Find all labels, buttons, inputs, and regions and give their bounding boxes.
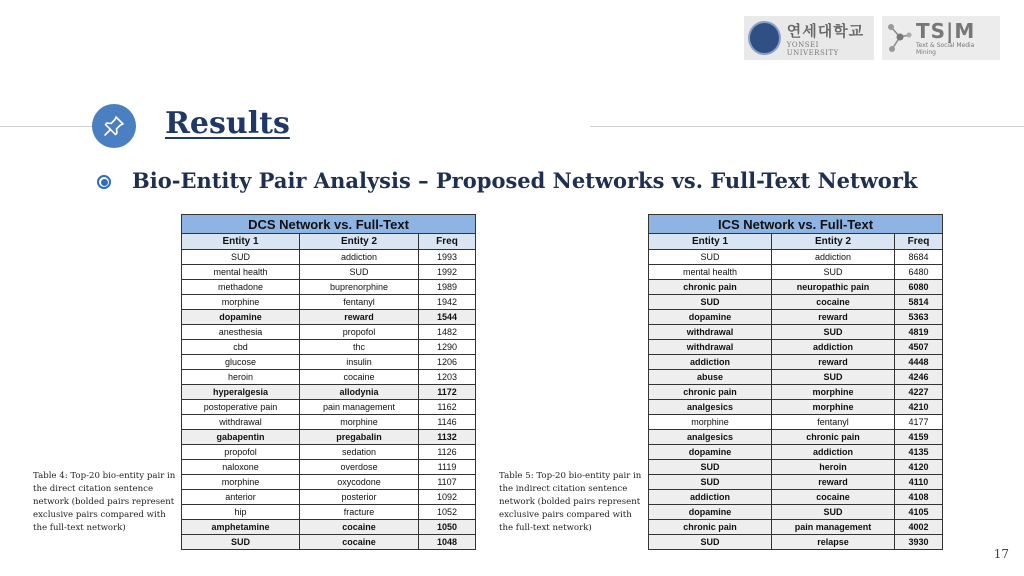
table-row (182, 250, 476, 265)
entity-cell: gabapentin (182, 430, 300, 445)
entity-cell: morphine (772, 385, 895, 400)
entity-cell: SUD (772, 265, 895, 280)
entity-cell: cocaine (300, 370, 419, 385)
freq-cell: 4105 (895, 505, 943, 520)
entity-cell: morphine (772, 400, 895, 415)
table-row (182, 445, 476, 460)
bullet-icon (97, 175, 111, 189)
freq-cell: 1146 (419, 415, 476, 430)
freq-cell: 4227 (895, 385, 943, 400)
entity-cell: morphine (182, 295, 300, 310)
entity-cell: addiction (772, 340, 895, 355)
entity-cell: relapse (772, 535, 895, 550)
freq-cell: 5363 (895, 310, 943, 325)
entity-cell: oxycodone (300, 475, 419, 490)
entity-cell: propofol (300, 325, 419, 340)
table-row (649, 325, 943, 340)
entity-cell: amphetamine (182, 520, 300, 535)
column-header: Entity 2 (300, 234, 419, 250)
table-row (182, 430, 476, 445)
freq-cell: 1942 (419, 295, 476, 310)
table-row (649, 250, 943, 265)
entity-cell: heroin (182, 370, 300, 385)
freq-cell: 4135 (895, 445, 943, 460)
table-row (649, 265, 943, 280)
yonsei-korean-name: 연세대학교 (786, 21, 865, 40)
entity-cell: reward (300, 310, 419, 325)
freq-cell: 1132 (419, 430, 476, 445)
entity-cell: addiction (300, 250, 419, 265)
table-row (649, 505, 943, 520)
entity-cell: mental health (182, 265, 300, 280)
table-title: ICS Network vs. Full-Text (649, 215, 943, 234)
entity-cell: postoperative pain (182, 400, 300, 415)
entity-cell: cocaine (772, 490, 895, 505)
freq-cell: 4108 (895, 490, 943, 505)
table-row (649, 400, 943, 415)
freq-cell: 3930 (895, 535, 943, 550)
entity-cell: posterior (300, 490, 419, 505)
entity-cell: abuse (649, 370, 772, 385)
entity-cell: pain management (772, 520, 895, 535)
tsmm-name: TS|M (916, 19, 976, 43)
entity-cell: cocaine (772, 295, 895, 310)
entity-cell: naloxone (182, 460, 300, 475)
table-row (649, 340, 943, 355)
freq-cell: 4507 (895, 340, 943, 355)
table-row (649, 475, 943, 490)
table-row (182, 475, 476, 490)
entity-cell: analgesics (649, 430, 772, 445)
entity-cell: glucose (182, 355, 300, 370)
freq-cell: 1126 (419, 445, 476, 460)
entity-cell: mental health (649, 265, 772, 280)
table-row (182, 310, 476, 325)
logo-group (744, 16, 1000, 60)
entity-cell: thc (300, 340, 419, 355)
entity-cell: SUD (772, 325, 895, 340)
entity-cell: cocaine (300, 535, 419, 550)
freq-cell: 1052 (419, 505, 476, 520)
pushpin-icon (92, 104, 136, 148)
entity-cell: morphine (182, 475, 300, 490)
tsmm-tagline: Text & Social Media Mining (916, 42, 975, 56)
entity-cell: SUD (649, 250, 772, 265)
freq-cell: 4246 (895, 370, 943, 385)
entity-cell: propofol (182, 445, 300, 460)
entity-cell: SUD (182, 250, 300, 265)
entity-cell: heroin (772, 460, 895, 475)
entity-cell: morphine (300, 415, 419, 430)
entity-cell: addiction (772, 250, 895, 265)
entity-cell: sedation (300, 445, 419, 460)
table-5-caption: Table 5: Top-20 bio-entity pair in the indirect citation sentence network (bolded pairs represent exclusive pairs compared with the full-text network) (499, 471, 642, 533)
freq-cell: 1290 (419, 340, 476, 355)
table-row (182, 415, 476, 430)
table-row (649, 430, 943, 445)
entity-cell: SUD (649, 295, 772, 310)
freq-cell: 1482 (419, 325, 476, 340)
entity-cell: chronic pain (649, 280, 772, 295)
table-row (649, 310, 943, 325)
table-row (649, 280, 943, 295)
table-row (182, 280, 476, 295)
entity-cell: hyperalgesia (182, 385, 300, 400)
entity-cell: neuropathic pain (772, 280, 895, 295)
entity-cell: SUD (649, 460, 772, 475)
freq-cell: 4120 (895, 460, 943, 475)
entity-cell: SUD (772, 370, 895, 385)
table-row (649, 460, 943, 475)
freq-cell: 1092 (419, 490, 476, 505)
entity-cell: pregabalin (300, 430, 419, 445)
entity-cell: addiction (649, 355, 772, 370)
entity-cell: dopamine (182, 310, 300, 325)
entity-cell: SUD (772, 505, 895, 520)
entity-cell: dopamine (649, 445, 772, 460)
table-row (182, 505, 476, 520)
entity-cell: cocaine (300, 520, 419, 535)
freq-cell: 1050 (419, 520, 476, 535)
table-row (182, 340, 476, 355)
freq-cell: 6480 (895, 265, 943, 280)
freq-cell: 4210 (895, 400, 943, 415)
freq-cell: 4177 (895, 415, 943, 430)
entity-cell: withdrawal (182, 415, 300, 430)
table-title: DCS Network vs. Full-Text (182, 215, 476, 234)
table-row (182, 385, 476, 400)
entity-cell: withdrawal (649, 340, 772, 355)
entity-cell: chronic pain (772, 430, 895, 445)
table-row (649, 490, 943, 505)
entity-cell: fracture (300, 505, 419, 520)
entity-cell: chronic pain (649, 385, 772, 400)
table-row (649, 520, 943, 535)
table-row (649, 535, 943, 550)
entity-cell: fentanyl (772, 415, 895, 430)
table-row (182, 520, 476, 535)
entity-cell: morphine (649, 415, 772, 430)
network-nodes-icon (886, 21, 912, 55)
freq-cell: 4448 (895, 355, 943, 370)
column-header: Entity 1 (649, 234, 772, 250)
dcs-network-table (181, 214, 476, 550)
freq-cell: 1993 (419, 250, 476, 265)
entity-cell: dopamine (649, 505, 772, 520)
freq-cell: 6080 (895, 280, 943, 295)
table-row (182, 490, 476, 505)
freq-cell: 4819 (895, 325, 943, 340)
freq-cell: 1992 (419, 265, 476, 280)
table-row (649, 415, 943, 430)
entity-cell: reward (772, 310, 895, 325)
table-row (182, 370, 476, 385)
entity-cell: overdose (300, 460, 419, 475)
column-header: Freq (419, 234, 476, 250)
entity-cell: SUD (649, 475, 772, 490)
freq-cell: 1107 (419, 475, 476, 490)
entity-cell: withdrawal (649, 325, 772, 340)
freq-cell: 4002 (895, 520, 943, 535)
table-row (182, 265, 476, 280)
freq-cell: 1048 (419, 535, 476, 550)
entity-cell: analgesics (649, 400, 772, 415)
entity-cell: allodynia (300, 385, 419, 400)
entity-cell: buprenorphine (300, 280, 419, 295)
table-row (182, 400, 476, 415)
table-row (182, 295, 476, 310)
page-title: Results (165, 106, 290, 141)
page-number: 17 (993, 547, 1009, 561)
table-row (182, 325, 476, 340)
table-row (649, 370, 943, 385)
section-subtitle: Bio-Entity Pair Analysis – Proposed Networks vs. Full-Text Network (132, 168, 918, 193)
freq-cell: 1203 (419, 370, 476, 385)
ics-network-table (648, 214, 943, 550)
freq-cell: 1544 (419, 310, 476, 325)
table-row (182, 355, 476, 370)
table-row (649, 355, 943, 370)
column-header: Entity 1 (182, 234, 300, 250)
entity-cell: anterior (182, 490, 300, 505)
column-header: Entity 2 (772, 234, 895, 250)
entity-cell: methadone (182, 280, 300, 295)
entity-cell: fentanyl (300, 295, 419, 310)
column-header: Freq (895, 234, 943, 250)
freq-cell: 1206 (419, 355, 476, 370)
freq-cell: 8684 (895, 250, 943, 265)
freq-cell: 4159 (895, 430, 943, 445)
freq-cell: 5814 (895, 295, 943, 310)
entity-cell: addiction (772, 445, 895, 460)
freq-cell: 1119 (419, 460, 476, 475)
table-row (649, 445, 943, 460)
entity-cell: chronic pain (649, 520, 772, 535)
freq-cell: 4110 (895, 475, 943, 490)
entity-cell: SUD (649, 535, 772, 550)
entity-cell: SUD (300, 265, 419, 280)
entity-cell: reward (772, 475, 895, 490)
header-divider-right (590, 126, 1024, 127)
table-row (182, 535, 476, 550)
header-divider-left (0, 126, 92, 127)
entity-cell: insulin (300, 355, 419, 370)
entity-cell: SUD (182, 535, 300, 550)
table-row (649, 295, 943, 310)
entity-cell: anesthesia (182, 325, 300, 340)
table-row (182, 460, 476, 475)
entity-cell: addiction (649, 490, 772, 505)
entity-cell: dopamine (649, 310, 772, 325)
yonsei-logo (744, 16, 874, 60)
yonsei-seal-icon (748, 21, 781, 55)
freq-cell: 1989 (419, 280, 476, 295)
entity-cell: reward (772, 355, 895, 370)
table-row (649, 385, 943, 400)
entity-cell: pain management (300, 400, 419, 415)
entity-cell: cbd (182, 340, 300, 355)
entity-cell: hip (182, 505, 300, 520)
yonsei-english-name: YONSEI UNIVERSITY (786, 40, 839, 57)
freq-cell: 1162 (419, 400, 476, 415)
freq-cell: 1172 (419, 385, 476, 400)
table-4-caption: Table 4: Top-20 bio-entity pair in the direct citation sentence network (bolded pairs represent exclusive pairs compared with the full-text network) (33, 471, 176, 533)
tsmm-logo (882, 16, 1000, 60)
